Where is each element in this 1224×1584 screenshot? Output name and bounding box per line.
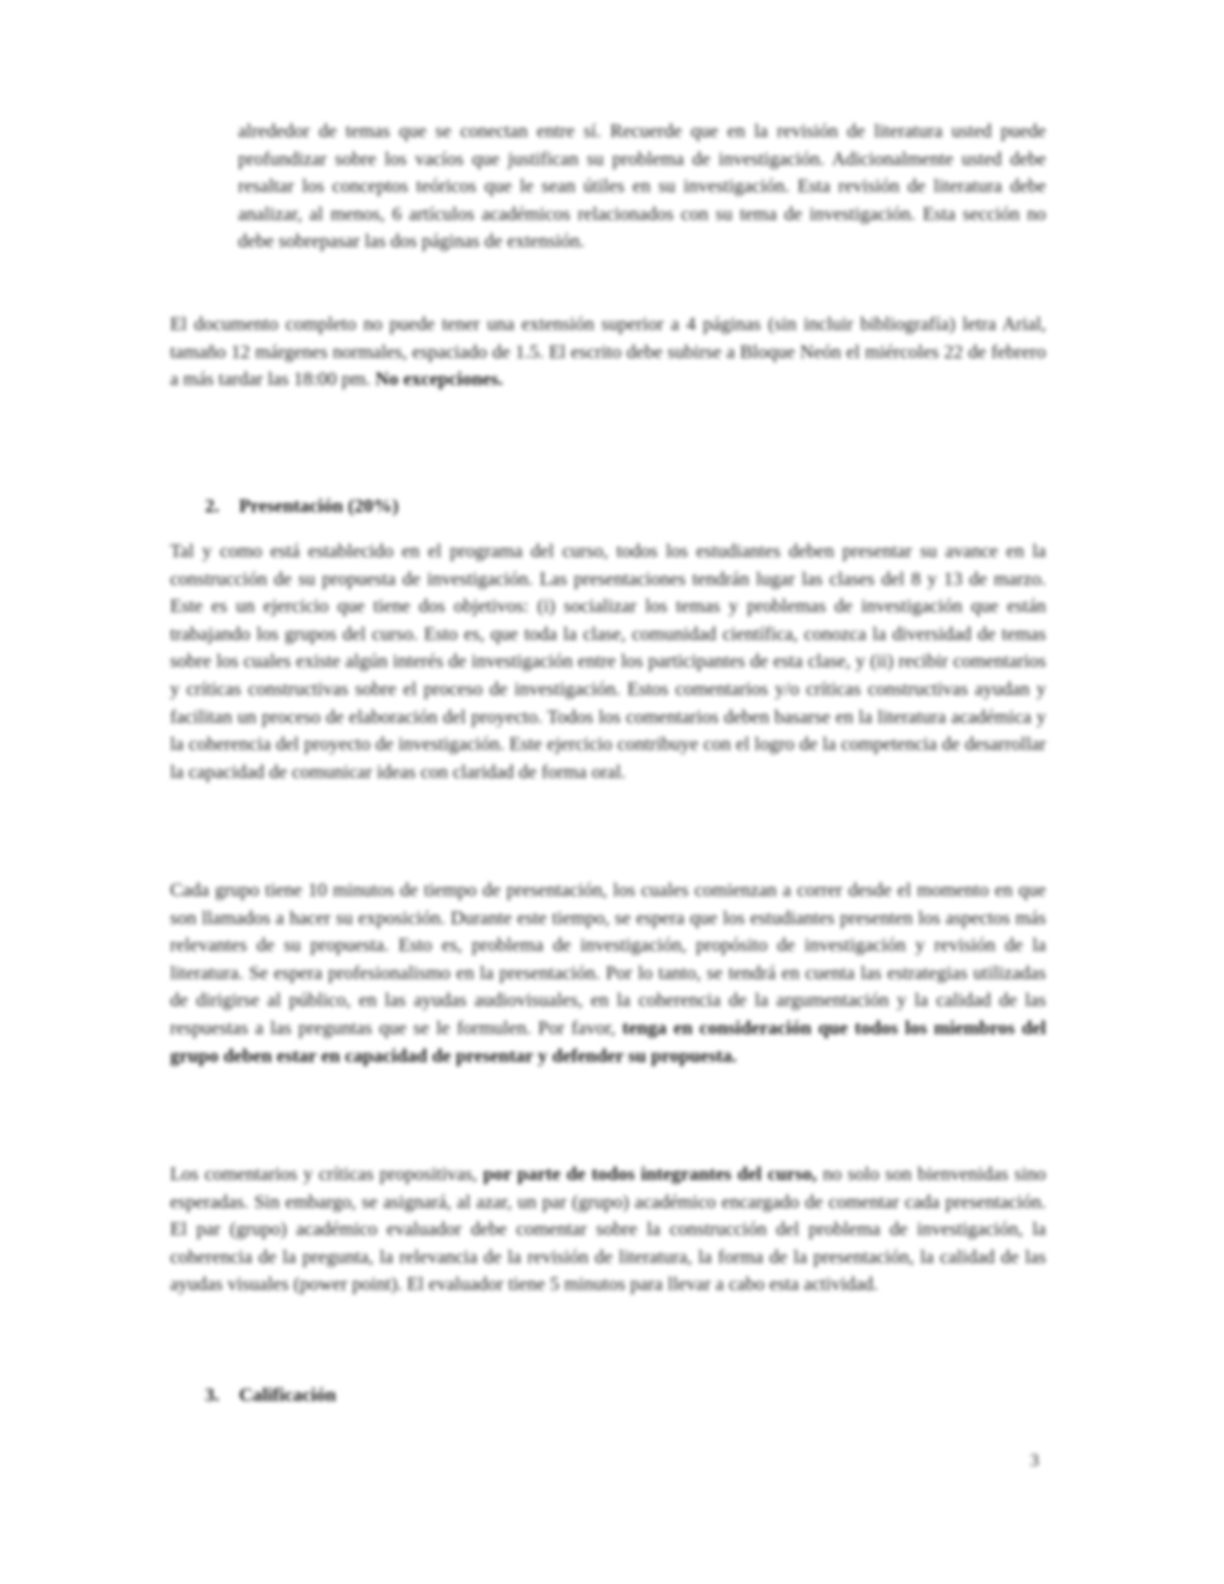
paragraph-presentation-overview: Tal y como está establecido en el programa del curso, todos los estudiantes deben presentar su avance en la construcción de su propuesta de investigación. Las presentaciones tendrán lugar las clases del 8 y 13 de marzo. Este es un ejercicio que tiene dos objetivos: (i) socializar los temas y problemas de investigación que están trabajando los grupos del curso. Esto es, que toda la clase, comunidad científica, conozca la diversidad de temas sobre los cuales existe algún interés de investigación entre los participantes de esta clase, y (ii) recibir comentarios y críticas constructivas sobre el proceso de investigación. Estos comentarios y/o críticas constructivas ayudan y facilitan un proceso de elaboración del proyecto. Todos los comentarios deben basarse en la literatura académica y la coherencia del proyecto de investigación. Este ejercicio contribuye con el logro de la competencia de desarrollar la capacidad de comunicar ideas con claridad de forma oral. <box>170 541 1046 783</box>
section-title: Calificación <box>239 1385 337 1406</box>
paragraph-presentation-format <box>170 877 1046 1070</box>
section-title: Presentación (20%) <box>239 496 399 517</box>
section-heading-grading <box>205 1385 336 1407</box>
paragraph-presentation-format-emphasis: tenga en consideración que todos los miembros del grupo deben estar en capacidad de presentar y defender su propuesta. <box>170 1017 1046 1067</box>
paragraph-comments-start: Los comentarios y críticas propositivas, <box>170 1164 478 1185</box>
paragraph-comments-emphasis: por parte de todos integrantes del curso, <box>483 1164 817 1185</box>
paragraph-document-length-text: El documento completo no puede tener una extensión superior a 4 páginas (sin incluir bibliografía) letra Arial, tamaño 12 márgenes normales, espaciado de 1.5. El escrito debe subirse a Bloque Neón el miércoles 22 de febrero a más tardar las 18:00 pm. <box>170 314 1046 391</box>
section-number: 3. <box>205 1385 220 1406</box>
section-number: 2. <box>205 496 220 517</box>
paragraph-document-length <box>170 311 1046 394</box>
paragraph-comments <box>170 1161 1046 1299</box>
paragraph-comments-end: no solo son bienvenidas sino esperadas. Sin embargo, se asignará, al azar, un par (grupo) académico encargado de comentar cada presentación. El par (grupo) académico evaluador debe comentar sobre la construcción del problema de investigación, la coherencia de la pregunta, la relevancia de la revisión de literatura, la forma de la presentación, la calidad de las ayudas visuales (power point). El evaluador tiene 5 minutos para llevar a cabo esta actividad. <box>170 1164 1047 1296</box>
paragraph-presentation-format-text: Cada grupo tiene 10 minutos de tiempo de presentación, los cuales comienzan a correr desde el momento en que son llamados a hacer su exposición. Durante este tiempo, se espera que los estudiantes presenten los aspectos más relevantes de su propuesta. Esto es, problema de investigación, propósito de investigación y revisión de la literatura. Se espera profesionalismo en la presentación. Por lo tanto, se tendrá en cuenta las estrategias utilizadas de dirigirse al público, en las ayudas audiovisuales, en la coherencia de la argumentación y la calidad de las respuestas a las preguntas que se le formulen. Por favor, <box>170 880 1046 1039</box>
paragraph-document-length-emphasis: No excepciones. <box>375 369 503 391</box>
section-heading-presentation <box>205 496 399 518</box>
page-number: 3 <box>1030 1450 1039 1470</box>
paragraph-literature-review-continued: alrededor de temas que se conectan entre sí. Recuerde que en la revisión de literatura usted puede profundizar sobre los vacíos que justifican su problema de investigación. Adicionalmente usted debe resaltar los conceptos teóricos que le sean útiles en su investigación. Esta revisión de literatura debe analizar, al menos, 6 artículos académicos relacionados con su tema de investigación. Esta sección no debe sobrepasar las dos páginas de extensión. <box>238 121 1046 253</box>
